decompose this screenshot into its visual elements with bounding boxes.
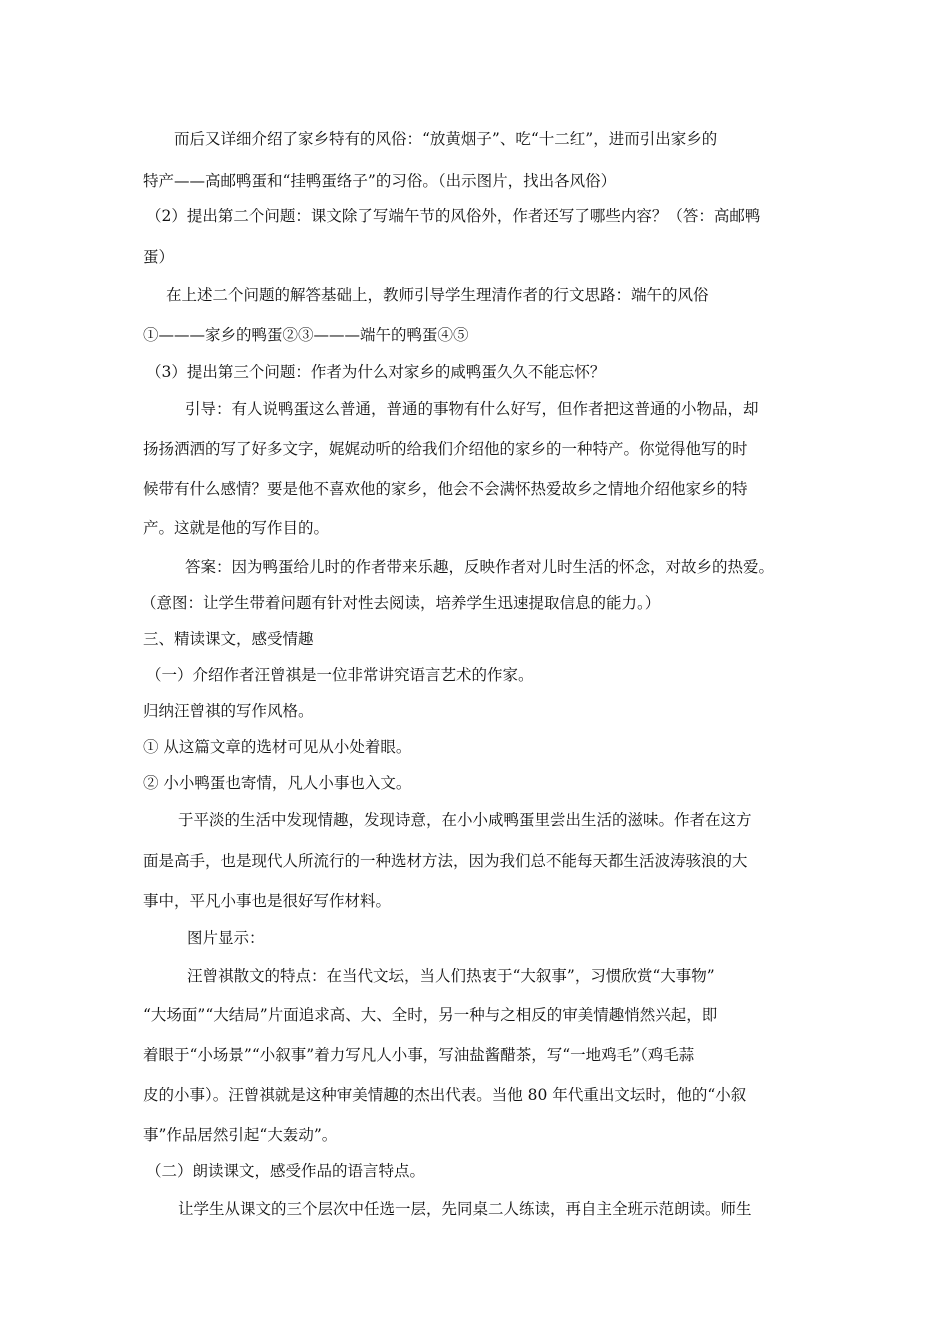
paragraph-line: 汪曾祺散文的特点：在当代文坛，当人们热衷于“大叙事”，习惯欣赏“大事物” <box>187 967 715 985</box>
list-item: ② 小小鸭蛋也寄情，凡人小事也入文。 <box>143 774 412 792</box>
paragraph-line: 面是高手，也是现代人所流行的一种选材方法，因为我们总不能每天都生活波涛骇浪的大 <box>143 852 748 870</box>
paragraph-line: ①———家乡的鸭蛋②③———端午的鸭蛋④⑤ <box>143 326 469 344</box>
answer-line: 答案：因为鸭蛋给儿时的作者带来乐趣，反映作者对儿时生活的怀念，对故乡的热爱。 <box>185 558 775 576</box>
intent-line: （意图：让学生带着问题有针对性去阅读，培养学生迅速提取信息的能力。） <box>141 594 661 612</box>
section-heading: 三、精读课文，感受情趣 <box>143 630 314 648</box>
paragraph-line: 事”作品居然引起“大轰动”。 <box>143 1126 338 1144</box>
question-line: （3）提出第三个问题：作者为什么对家乡的咸鸭蛋久久不能忘怀？ <box>146 363 606 381</box>
paragraph-line: 特产——高邮鸭蛋和“挂鸭蛋络子”的习俗。（出示图片，找出各风俗） <box>143 172 617 190</box>
subsection-heading: （一）介绍作者汪曾祺是一位非常讲究语言艺术的作家。 <box>146 666 534 684</box>
paragraph-line: “大场面”“大结局”片面追求高、大、全时，另一种与之相反的审美情趣悄然兴起，即 <box>143 1006 718 1024</box>
question-line: （2）提出第二个问题：课文除了写端午节的风俗外，作者还写了哪些内容？（答：高邮鸭 <box>146 207 761 225</box>
subsection-heading: （二）朗读课文，感受作品的语言特点。 <box>146 1162 426 1180</box>
question-line: 蛋） <box>143 248 175 266</box>
paragraph-line: 事中，平凡小事也是很好写作材料。 <box>143 892 392 910</box>
paragraph-line: 产。这就是他的写作目的。 <box>143 519 330 537</box>
paragraph-line: 扬扬洒洒的写了好多文字，娓娓动听的给我们介绍他的家乡的一种特产。你觉得他写的时 <box>143 440 748 458</box>
paragraph-line: 归纳汪曾祺的写作风格。 <box>143 702 314 720</box>
paragraph-line: 于平淡的生活中发现情趣，发现诗意，在小小咸鸭蛋里尝出生活的滋味。作者在这方 <box>178 811 752 829</box>
list-item: ① 从这篇文章的选材可见从小处着眼。 <box>143 738 412 756</box>
paragraph-line: 引导：有人说鸭蛋这么普通，普通的事物有什么好写，但作者把这普通的小物品，却 <box>185 400 759 418</box>
paragraph-line: 着眼于“小场景”“小叙事”着力写凡人小事，写油盐酱醋茶，写“一地鸡毛”（鸡毛蒜 <box>143 1046 695 1064</box>
paragraph-line: 在上述二个问题的解答基础上，教师引导学生理清作者的行文思路：端午的风俗 <box>166 286 709 304</box>
paragraph-line: 而后又详细介绍了家乡特有的风俗：“放黄烟子”、吃“十二红”，进而引出家乡的 <box>174 130 718 148</box>
paragraph-line: 让学生从课文的三个层次中任选一层，先同桌二人练读，再自主全班示范朗读。师生 <box>178 1200 752 1218</box>
paragraph-line: 皮的小事）。汪曾祺就是这种审美情趣的杰出代表。当他 80 年代重出文坛时，他的“小叙 <box>143 1086 747 1104</box>
paragraph-line: 图片显示： <box>187 929 265 947</box>
paragraph-line: 候带有什么感情？要是他不喜欢他的家乡，他会不会满怀热爱故乡之情地介绍他家乡的特 <box>143 480 748 498</box>
